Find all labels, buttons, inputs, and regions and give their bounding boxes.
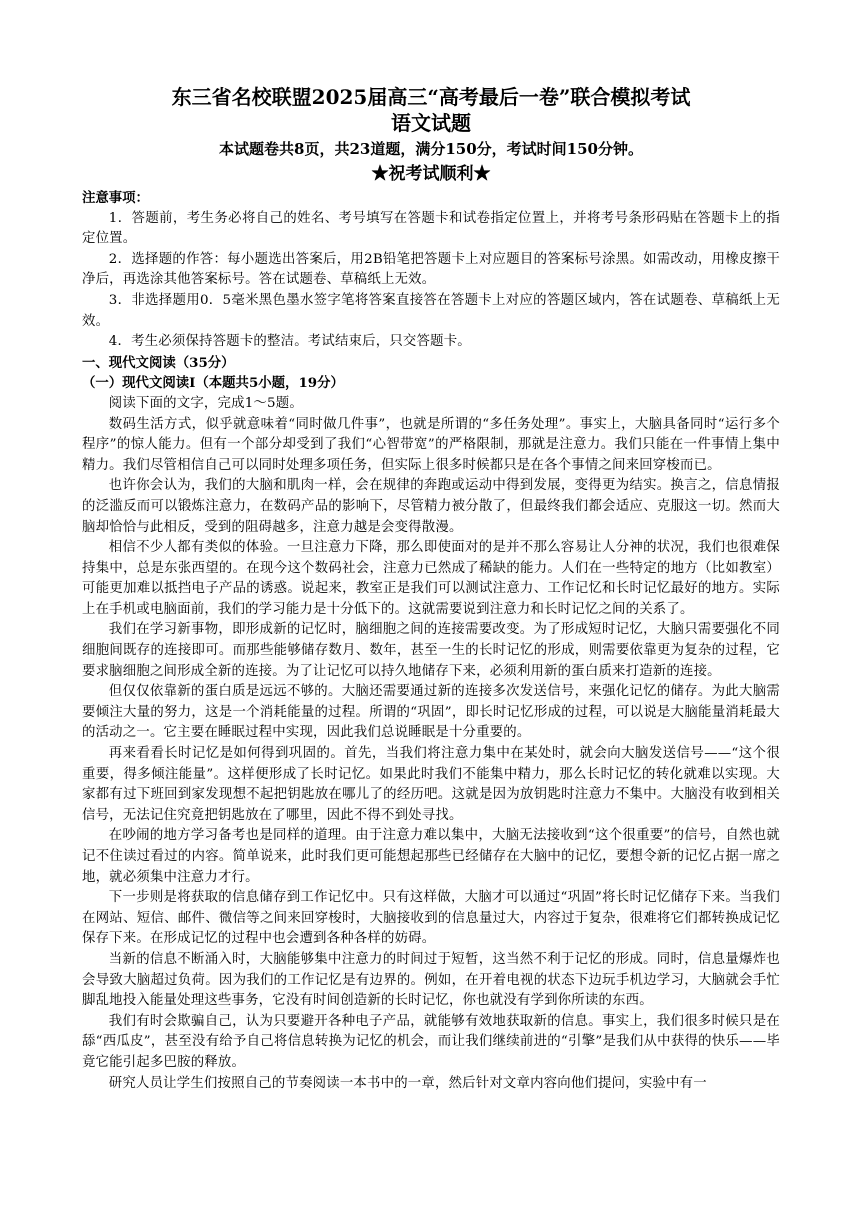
subsection-heading: （一）现代文阅读Ⅰ（本题共5小题，19分） xyxy=(82,375,344,392)
exam-info: 本试题卷共8页，共23道题，满分150分，考试时间150分钟。 xyxy=(219,140,643,158)
exam-page xyxy=(82,84,780,1094)
subject-title: 语文试题 xyxy=(391,111,471,135)
exam-title: 东三省名校联盟2025届高三“高考最后一卷”联合模拟考试 xyxy=(171,85,691,109)
passage-paragraph: 在吵闹的地方学习备考也是同样的道理。由于注意力难以集中，大脑无法接收到“这个很重要”的信号，自然也就记不住读过看过的内容。简单说来，此时我们更可能想起那些已经储存在大脑中的记忆，要想令新的记忆占据一席之地，就必须集中注意力才行。 xyxy=(82,828,780,885)
notice-heading: 注意事项： xyxy=(82,190,149,206)
notice-item-1: 1．答题前，考生务必将自己的姓名、考号填写在答题卡和试卷指定位置上，并将考号条形码贴在答题卡上的指定位置。 xyxy=(82,210,780,247)
passage-paragraph: 我们在学习新事物，即形成新的记忆时，脑细胞之间的连接需要改变。为了形成短时记忆，大脑只需要强化不同细胞间既存的连接即可。而那些能够储存数月、数年，甚至一生的长时记忆的形成，则需要依靠更为复杂的过程，它要求脑细胞之间形成全新的连接。为了让记忆可以持久地储存下来，必须利用新的蛋白质来打造新的连接。 xyxy=(82,622,780,679)
section-heading: 一、现代文阅读（35分） xyxy=(82,354,235,371)
passage-paragraph: 下一步则是将获取的信息储存到工作记忆中。只有这样做，大脑才可以通过“巩固”将长时记忆储存下来。当我们在网站、短信、邮件、微信等之间来回穿梭时，大脑接收到的信息量过大，内容过于复杂，很难将它们都转换成记忆保存下来。在形成记忆的过程中也会遭到各种各样的妨碍。 xyxy=(82,890,780,947)
passage-paragraph: 数码生活方式，似乎就意味着“同时做几件事”，也就是所谓的“多任务处理”。事实上，大脑具备同时“运行多个程序”的惊人能力。但有一个部分却受到了我们“心智带宽”的严格限制，那就是注意力。我们只能在一件事情上集中精力。我们尽管相信自己可以同时处理多项任务，但实际上很多时候都只是在各个事情之间来回穿梭而已。 xyxy=(82,416,780,473)
notice-item-3: 3．非选择题用0．5毫米黑色墨水签字笔将答案直接答在答题卡上对应的答题区域内，答在试题卷、草稿纸上无效。 xyxy=(82,292,780,329)
passage-paragraph: 也许你会认为，我们的大脑和肌肉一样，会在规律的奔跑或运动中得到发展，变得更为结实。换言之，信息情报的泛滥反而可以锻炼注意力，在数码产品的影响下，尽管精力被分散了，但最终我们都会适应、克服这一切。然而大脑却恰恰与此相反，受到的阻碍越多，注意力越是会变得散漫。 xyxy=(82,478,780,535)
good-luck-banner: ★祝考试顺利★ xyxy=(371,164,491,184)
notice-item-2: 2．选择题的作答：每小题选出答案后，用2B铅笔把答题卡上对应题目的答案标号涂黑。如需改动，用橡皮擦干净后，再选涂其他答案标号。答在试题卷、草稿纸上无效。 xyxy=(82,251,780,288)
notice-item-4: 4．考生必须保持答题卡的整洁。考试结束后，只交答题卡。 xyxy=(108,334,471,350)
passage-paragraph: 相信不少人都有类似的体验。一旦注意力下降，那么即使面对的是并不那么容易让人分神的状况，我们也很难保持集中，总是东张西望的。在现今这个数码社会，注意力已然成了稀缺的能力。人们在一些特定的地方（比如教室）可能更加难以抵挡电子产品的诱惑。说起来，教室正是我们可以测试注意力、工作记忆和长时记忆最好的地方。实际上在手机或电脑面前，我们的学习能力是十分低下的。这就需要说到注意力和长时记忆之间的关系了。 xyxy=(82,540,780,617)
passage-paragraph: 研究人员让学生们按照自己的节奏阅读一本书中的一章，然后针对文章内容向他们提问，实验中有一 xyxy=(108,1075,707,1091)
reading-instruction: 阅读下面的文字，完成1～5题。 xyxy=(108,395,303,411)
passage-paragraph: 但仅仅依靠新的蛋白质是远远不够的。大脑还需要通过新的连接多次发送信号，来强化记忆的储存。为此大脑需要倾注大量的努力，这是一个消耗能量的过程。所谓的“巩固”，即长时记忆形成的过程，可以说是大脑能量消耗最大的活动之一。它主要在睡眠过程中实现，因此我们总说睡眠是十分重要的。 xyxy=(82,684,780,741)
passage-paragraph: 我们有时会欺骗自己，认为只要避开各种电子产品，就能够有效地获取新的信息。事实上，我们很多时候只是在舔“西瓜皮”，甚至没有给予自己将信息转换为记忆的机会，而让我们继续前进的“引擎”是我们从中获得的快乐——毕竟它能引起多巴胺的释放。 xyxy=(82,1013,780,1070)
passage-paragraph: 当新的信息不断涌入时，大脑能够集中注意力的时间过于短暂，这当然不利于记忆的形成。同时，信息量爆炸也会导致大脑超过负荷。因为我们的工作记忆是有边界的。例如，在开着电视的状态下边玩手机边学习，大脑就会手忙脚乱地投入能量处理这些事务，它没有时间创造新的长时记忆，你也就没有学到你所读的东西。 xyxy=(82,951,780,1009)
passage-paragraph: 再来看看长时记忆是如何得到巩固的。首先，当我们将注意力集中在某处时，就会向大脑发送信号——“这个很重要，得多倾注能量”。这样便形成了长时记忆。如果此时我们不能集中精力，那么长时记忆的转化就难以实现。大家都有过下班回到家发现想不起把钥匙放在哪儿了的经历吧。这就是因为放钥匙时注意力不集中。大脑没有收到相关信号，无法记住究竟把钥匙放在了哪里，因此不得不到处寻找。 xyxy=(82,746,780,823)
